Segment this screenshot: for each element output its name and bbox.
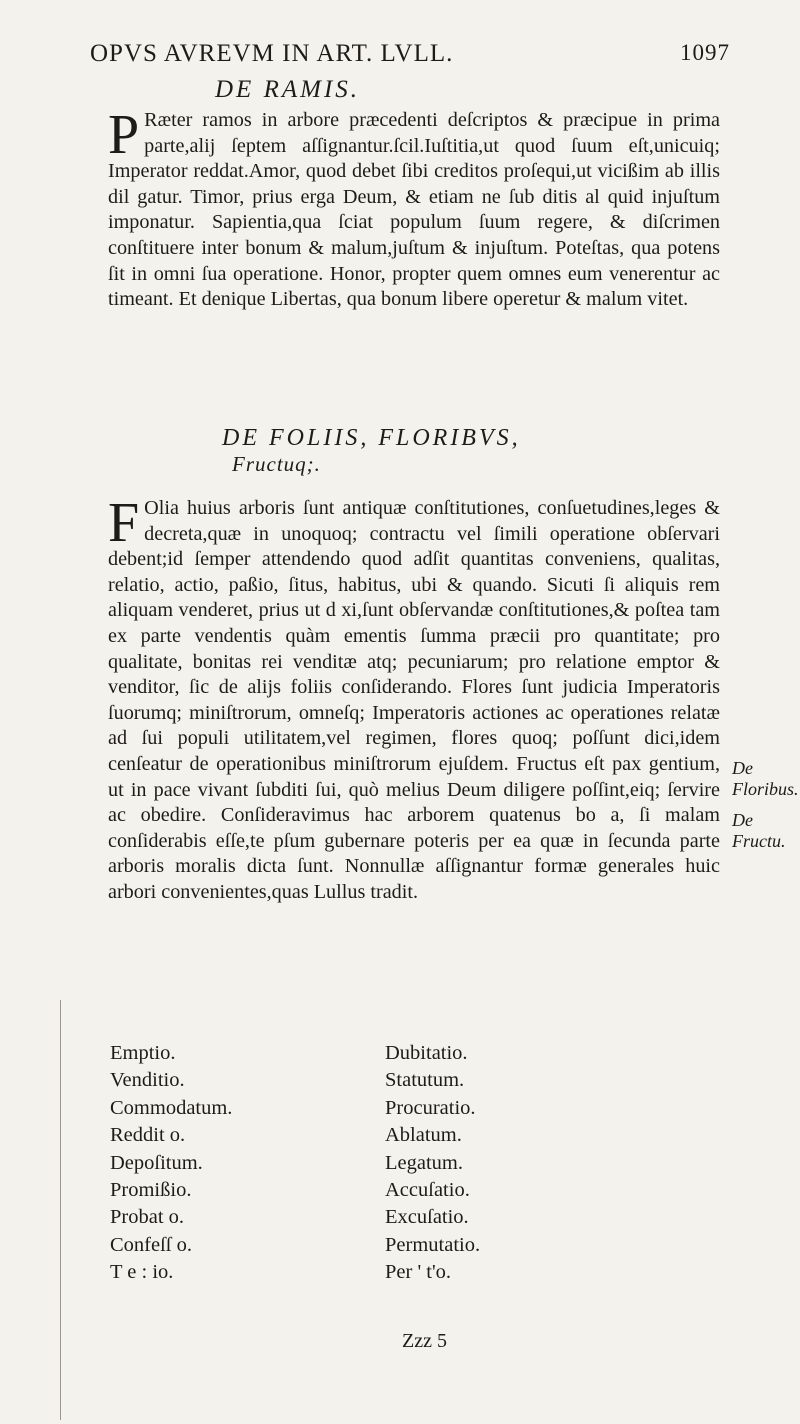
paragraph-foliis	[108, 492, 720, 906]
section-heading-ramis: DE RAMIS.	[215, 76, 361, 103]
forms-list-right	[385, 1040, 480, 1287]
paragraph-ramis	[108, 104, 720, 313]
forms-list-left	[110, 1040, 232, 1287]
list-item: Procuratio.	[385, 1096, 476, 1119]
list-item: Per ' t'o.	[385, 1261, 452, 1284]
list-item: Accuſatio.	[385, 1179, 470, 1202]
dropcap-f: F	[108, 492, 140, 554]
list-item: Confeſſ o.	[110, 1233, 192, 1256]
section-heading-foliis-main: DE FOLIIS, FLORIBVS,	[222, 425, 521, 451]
list-item: Permutatio.	[385, 1233, 481, 1256]
paragraph-foliis-text: Olia huius arboris ſunt antiquæ conſtitutiones, conſuetudines,leges & decreta,quæ in unoquoq; contractu vel ſimili operatione obſervari debent;id ſemper attendendo quod adſit quantitas conveniens, qualitas, relatio, actio, paßio, ſitus, habitus, ubi & quando. Sicuti ſi aliquis rem aliquam venderet, prius ut d xi,ſunt obſervandæ conſtitutiones,& poſtea tam ex parte vendentis quàm ementis ſumma præcii pro quantitate; pro qualitate, bonitas rei venditæ atq; pecuniarum; pro relatione emptor & venditor, ſic de alijs foliis conſiderando. Flores ſunt judicia Imperatoris ſuorumq; miniſtrorum, omneſq; Imperatoris actiones ac operationes relatæ ad ſui populi utilitatem,vel regimen, flores quoq; poſſunt dici,idem cenſeatur de operationibus miniſtrorum ejuſdem. Fructus eſt pax gentium, ut in pace vivant ſubditi ſui, quò melius Deum diligere poſſint,eiq; ſervire ac obedire. Conſideravimus hac arborem quatenus bo a, ſi malam conſiderabis eſſe,te pſum gubernare poteris per ea quæ in ſecunda parte arboris moralis dicta ſunt. Nonnullæ aſſignantur formæ generales huic arbori convenientes,quas Lullus tradit.	[108, 497, 720, 903]
section-heading-foliis-sub: Fructuq;.	[232, 452, 321, 476]
page-edge-line	[60, 1000, 61, 1420]
list-item: Excuſatio.	[385, 1206, 469, 1229]
list-item: Probat o.	[110, 1206, 185, 1229]
section-heading-foliis	[222, 425, 521, 477]
running-head	[90, 40, 730, 74]
signature-mark: Zzz 5	[402, 1330, 447, 1352]
list-item: Dubitatio.	[385, 1042, 468, 1064]
list-item: Emptio.	[110, 1042, 176, 1064]
list-item: Ablatum.	[385, 1124, 462, 1147]
list-item: Reddit o.	[110, 1124, 186, 1147]
list-item: Commodatum.	[110, 1096, 233, 1119]
running-title: OPVS AVREVM IN ART. LVLL.	[90, 40, 454, 67]
list-item: Legatum.	[385, 1151, 463, 1174]
list-item: Statutum.	[385, 1069, 465, 1092]
dropcap-p: P	[108, 104, 140, 166]
margin-note-fructu: De Fructu.	[732, 810, 786, 851]
margin-note-floribus: De Floribus.	[732, 758, 799, 799]
list-item: Venditio.	[110, 1069, 185, 1092]
list-item: T e : io.	[110, 1261, 174, 1284]
paragraph-ramis-text: Ræter ramos in arbore præcedenti deſcriptos & præcipue in prima parte,alij ſeptem aſſignantur.ſcil.Iuſtitia,ut quod ſuum eſt,unicuiq; Imperator reddat.Amor, quod debet ſibi creditos proſequi,ut vicißim ab illis dil gatur. Timor, prius erga Deum, & etiam ne ſub ditis al quid injuſtum imponatur. Sapientia,qua ſciat populum ſuum regere, & diſcrimen conſtituere inter bonum & malum,juſtum & injuſtum. Poteſtas, qua potens ſit in omni ſua operatione. Honor, propter quem omnes eum venerentur ac timeant. Et denique Libertas, qua bonum libere operetur & malum vitet.	[108, 109, 720, 311]
list-item: Promißio.	[110, 1179, 192, 1202]
page-number: 1097	[680, 40, 730, 65]
list-item: Depoſitum.	[110, 1151, 203, 1174]
